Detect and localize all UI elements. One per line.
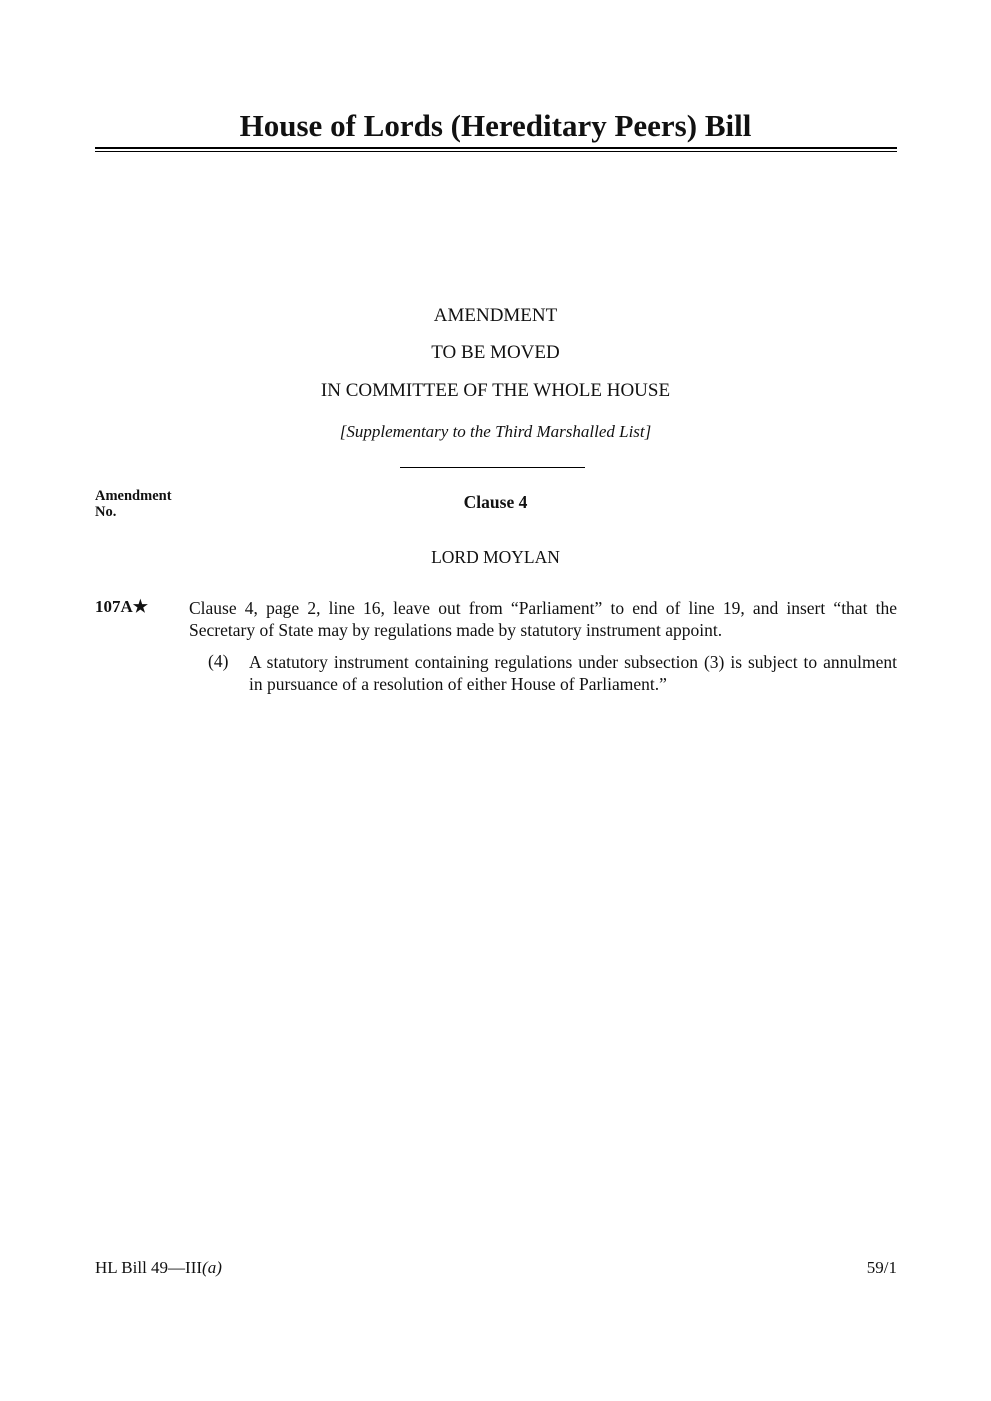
clause-heading: Clause 4 <box>463 492 528 512</box>
title-rule-thin <box>95 151 897 152</box>
mover-name: LORD MOYLAN <box>431 547 560 567</box>
supplementary-note: [Supplementary to the Third Marshalled List] <box>339 422 652 441</box>
subsection-text: A statutory instrument containing regulations under subsection (3) is subject to annulment in pursuance of a resolution of either House of Parliament.” <box>249 652 897 694</box>
subsection-number: (4) <box>208 651 229 671</box>
bill-reference-suffix: (a) <box>202 1258 222 1277</box>
bill-reference-main: HL Bill 49—III <box>95 1258 203 1277</box>
heading-amendment: AMENDMENT <box>433 305 558 326</box>
bill-title: House of Lords (Hereditary Peers) Bill <box>239 108 752 143</box>
bill-reference <box>95 1258 222 1278</box>
title-rule <box>95 147 897 149</box>
heading-to-be-moved: TO BE MOVED <box>431 342 560 363</box>
page-reference: 59/1 <box>866 1258 897 1277</box>
amendment-text: Clause 4, page 2, line 16, leave out from “Parliament” to end of line 19, and insert “that the Secretary of State may by regulations made by statutory instrument appoint. <box>189 598 897 640</box>
heading-committee: IN COMMITTEE OF THE WHOLE HOUSE <box>320 380 671 401</box>
amendment-number: 107A★ <box>95 597 149 616</box>
amendment-no-label: Amendment No. <box>95 488 172 520</box>
divider <box>400 467 585 468</box>
